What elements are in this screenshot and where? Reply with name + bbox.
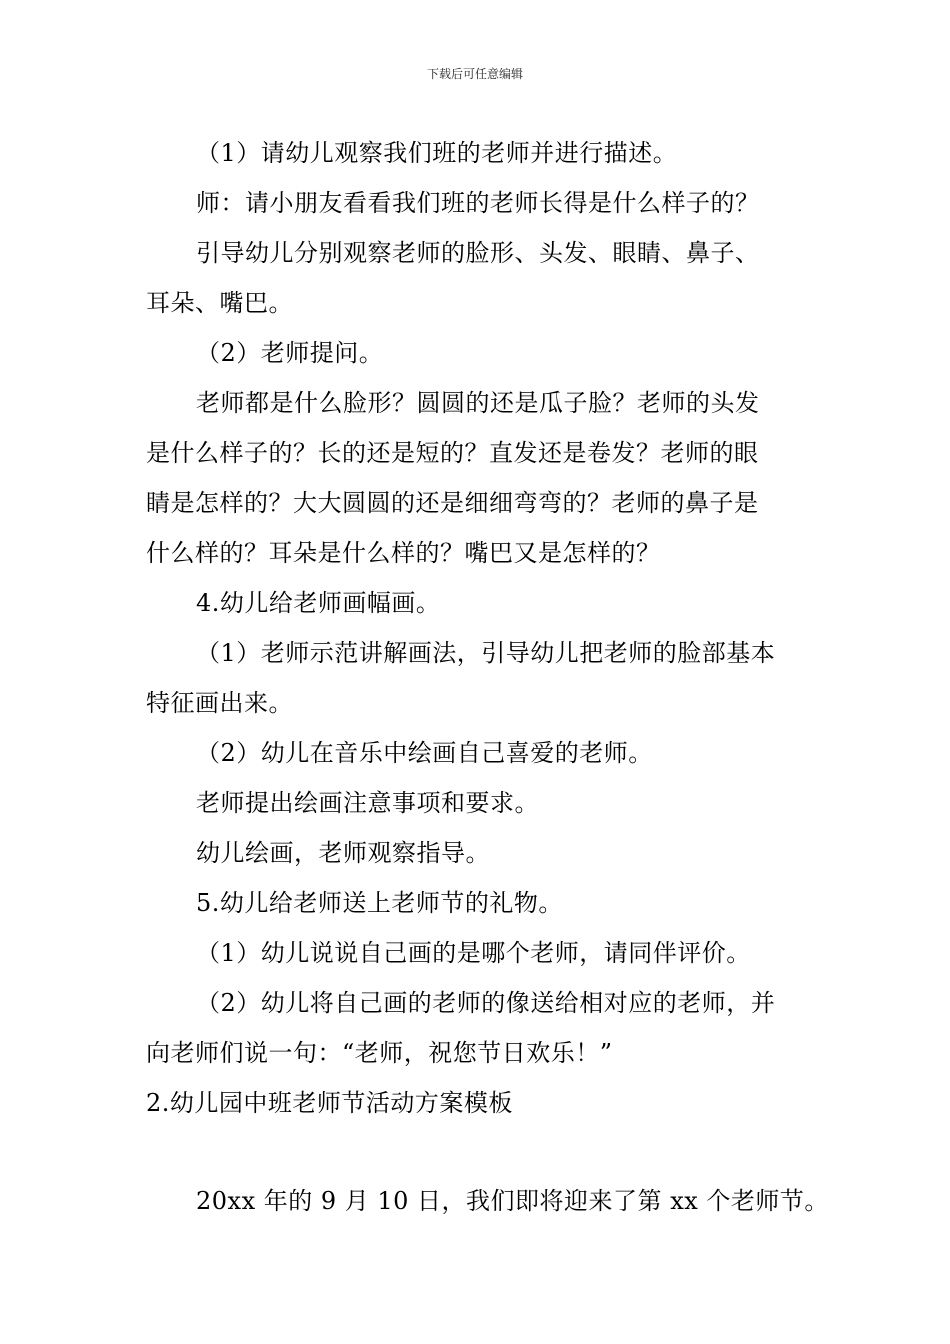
paragraph-line: （2）幼儿在音乐中绘画自己喜爱的老师。 [196, 739, 653, 767]
document-body [146, 128, 829, 1226]
section-step-heading: 5.幼儿给老师送上老师节的礼物。 [196, 889, 563, 917]
paragraph-line: （1）请幼儿观察我们班的老师并进行描述。 [196, 139, 678, 167]
paragraph-line: 耳朵、嘴巴。 [146, 289, 293, 317]
paragraph-line: 睛是怎样的？大大圆圆的还是细细弯弯的？老师的鼻子是 [146, 489, 759, 517]
section-title: 2.幼儿园中班老师节活动方案模板 [146, 1089, 513, 1117]
paragraph-line: 师：请小朋友看看我们班的老师长得是什么样子的？ [196, 189, 760, 217]
paragraph-line: （2）老师提问。 [196, 339, 384, 367]
paragraph-line: 特征画出来。 [146, 689, 293, 717]
page-header-note: 下载后可任意编辑 [426, 67, 523, 81]
paragraph-line: 引导幼儿分别观察老师的脸形、头发、眼睛、鼻子、 [196, 239, 760, 267]
paragraph-line: 幼儿绘画，老师观察指导。 [196, 839, 490, 867]
paragraph-line: 向老师们说一句：“老师，祝您节日欢乐！” [146, 1039, 613, 1067]
paragraph-line: 老师都是什么脸形？圆圆的还是瓜子脸？老师的头发 [196, 389, 760, 417]
section-step-heading: 4.幼儿给老师画幅画。 [196, 589, 441, 617]
paragraph-line: 20xx 年的 9 月 10 日，我们即将迎来了第 xx 个老师节。 [196, 1187, 829, 1215]
paragraph-line: （1）幼儿说说自己画的是哪个老师，请同伴评价。 [196, 939, 751, 967]
paragraph-line: 是什么样子的？长的还是短的？直发还是卷发？老师的眼 [146, 439, 759, 467]
paragraph-line: （1）老师示范讲解画法，引导幼儿把老师的脸部基本 [196, 639, 776, 667]
blank-spacer [146, 1128, 810, 1176]
paragraph-line: （2）幼儿将自己画的老师的像送给相对应的老师，并 [196, 989, 776, 1017]
paragraph-line: 什么样的？耳朵是什么样的？嘴巴又是怎样的？ [146, 539, 661, 567]
paragraph-line: 老师提出绘画注意事项和要求。 [196, 789, 539, 817]
